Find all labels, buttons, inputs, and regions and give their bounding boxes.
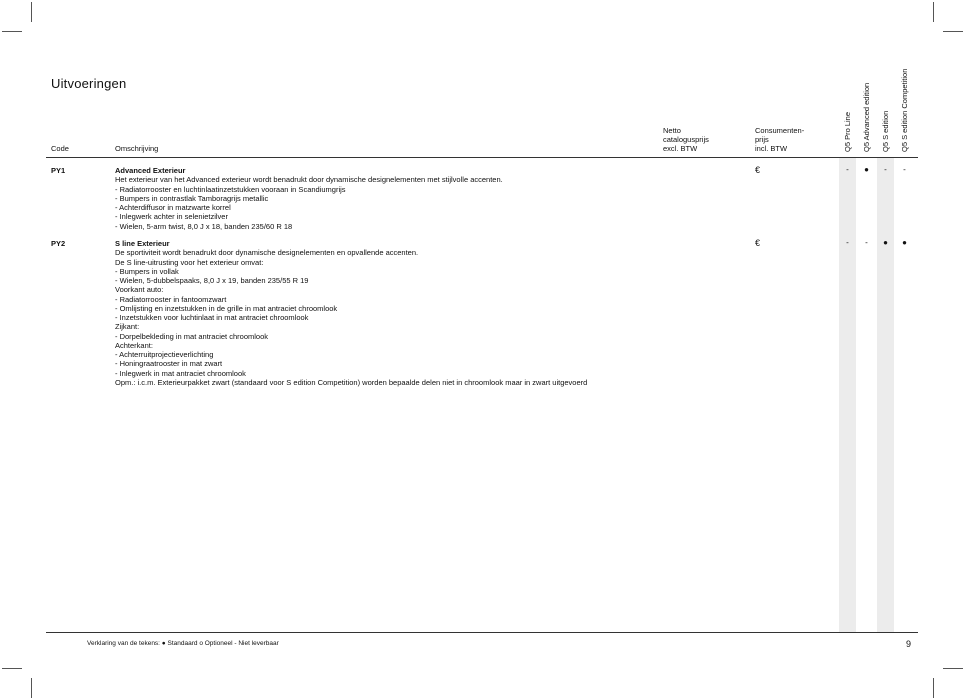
option-description: Advanced Exterieur Het exterieur van het Advanced exterieur wordt benadrukt door dynamische designelementen met stijlvolle accenten. - Radiatorrooster en luchtinlaatinzetstukken vooraan in Scandiumgrijs - Bumpers in contrastlak Tamboragrijs metallic - Achterdiffusor in matzwarte korrel - Inlegwerk achter in selenietzilver - Wielen, 5-arm twist, 8,0 J x 18, banden 235/60 R 18 [115, 166, 735, 231]
availability-mark: - [903, 165, 906, 174]
availability-mark: - [846, 165, 849, 174]
currency-symbol: € [755, 165, 761, 175]
availability-mark: - [884, 165, 887, 174]
currency-symbol: € [755, 238, 761, 248]
header-variant-q5-s-edition: Q5 S edition [881, 110, 890, 152]
header-consumer-price: Consumenten- prijs incl. BTW [755, 126, 805, 153]
crop-mark [31, 2, 32, 22]
option-description: S line Exterieur De sportiviteit wordt benadrukt door dynamische designelementen en opvallende accenten. De S line-uitrusting voor het exterieur omvat: - Bumpers in vollak - Wielen, 5-dubbelspaaks, 8,0 J x 19, banden 235/55 R 19 Voorkant auto: - Radiatorrooster in fantoomzwart - Omlijsting en inzetstukken in de grille in mat antraciet chroomlook - Inzetstukken voor luchtinlaat in mat antraciet chroomlook Zijkant: - Dorpelbekleding in mat antraciet chroomlook Achterkant: - Achterruitprojectieverlichting - Honingraatrooster in mat zwart - Inlegwerk in mat antraciet chroomlook Opm.: i.c.m. Exterieurpakket zwart (standaard voor S edition Competition) worden bepaalde delen niet in chroomlook maar in zwart uitgevoerd [115, 239, 735, 387]
crop-mark [943, 31, 963, 32]
header-variant-q5-s-edition-competition: Q5 S edition Competition [900, 68, 909, 152]
availability-mark: ● [883, 238, 888, 247]
footer-legend: Verklaring van de tekens: ● Standaard o Optioneel - Niet leverbaar [87, 640, 279, 647]
availability-mark: ● [902, 238, 907, 247]
crop-mark [933, 678, 934, 698]
column-shade-q5-pro-line [839, 158, 856, 632]
page-number: 9 [906, 639, 912, 649]
option-code: PY2 [51, 239, 66, 248]
header-variant-q5-advanced-edition: Q5 Advanced edition [862, 82, 871, 152]
header-net-price: Netto catalogusprijs excl. BTW [663, 126, 709, 153]
column-shade-q5-s-edition [877, 158, 894, 632]
crop-mark [2, 31, 22, 32]
header-code: Code [51, 144, 69, 153]
page-title: Uitvoeringen [51, 75, 127, 91]
header-description: Omschrijving [115, 144, 159, 153]
availability-mark: - [865, 238, 868, 247]
footer-divider [46, 632, 918, 633]
availability-mark: - [846, 238, 849, 247]
crop-mark [933, 2, 934, 22]
availability-mark: ● [864, 165, 869, 174]
crop-mark [2, 668, 22, 669]
crop-mark [943, 668, 963, 669]
header-divider [46, 157, 918, 158]
crop-mark [31, 678, 32, 698]
option-code: PY1 [51, 166, 66, 175]
option-title: S line Exterieur [115, 239, 170, 248]
option-title: Advanced Exterieur [115, 166, 186, 175]
header-variant-q5-pro-line: Q5 Pro Line [843, 111, 852, 152]
